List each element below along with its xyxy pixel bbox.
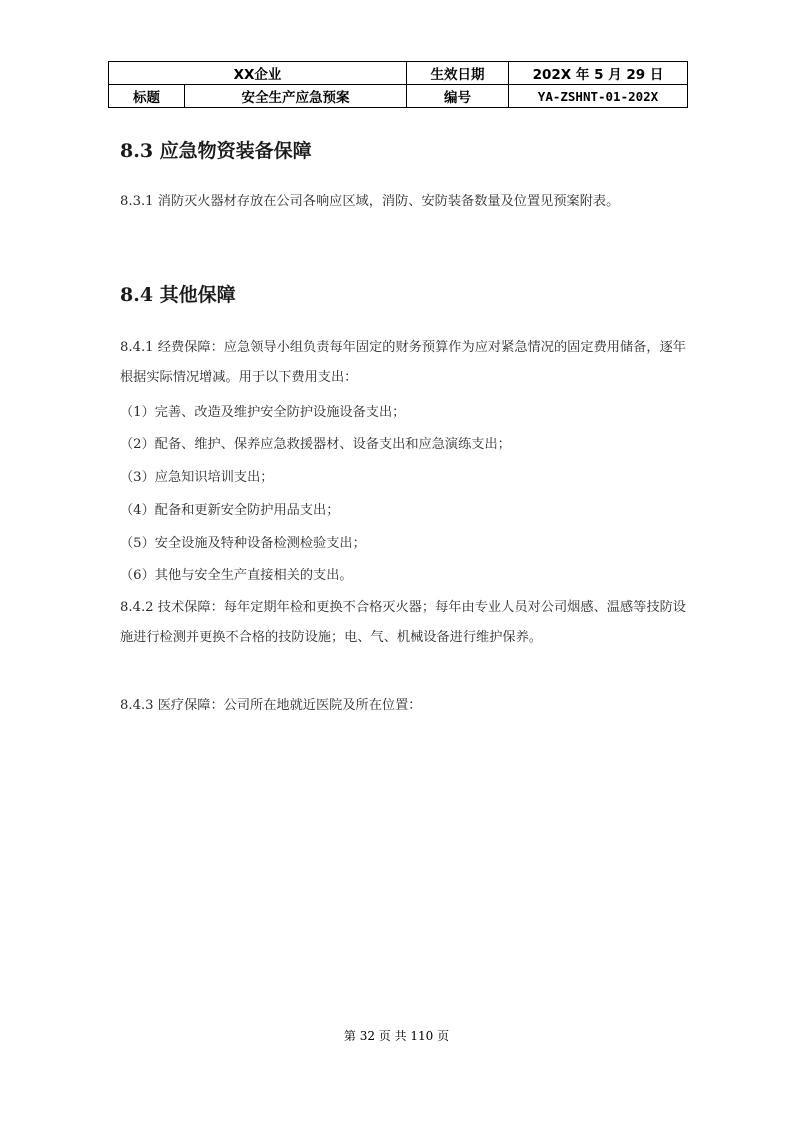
expense-item-6: （6）其他与安全生产直接相关的支出。 <box>120 568 353 583</box>
document-header-table <box>108 61 688 108</box>
section-8-3-heading: 8.3 应急物资装备保障 <box>120 140 312 162</box>
expense-item-4: （4）配备和更新安全防护用品支出； <box>120 503 340 518</box>
expense-item-3: （3）应急知识培训支出； <box>120 470 274 485</box>
effective-date-value: 202X 年 5 月 29 日 <box>509 62 688 85</box>
code-value: YA-ZSHNT-01-202X <box>509 85 688 108</box>
effective-date-label: 生效日期 <box>407 62 509 85</box>
header-row-2 <box>109 85 688 108</box>
title-value: 安全生产应急预案 <box>185 85 407 108</box>
expense-item-5: （5）安全设施及特种设备检测检验支出； <box>120 536 366 551</box>
page-number-footer: 第 32 页 共 110 页 <box>343 1029 450 1043</box>
section-8-4-heading: 8.4 其他保障 <box>120 284 236 306</box>
paragraph-8-4-3: 8.4.3 医疗保障：公司所在地就近医院及所在位置： <box>120 698 422 713</box>
code-label: 编号 <box>407 85 509 108</box>
expense-item-2: （2）配备、维护、保养应急救援器材、设备支出和应急演练支出； <box>120 437 511 452</box>
paragraph-8-3-1: 8.3.1 消防灭火器材存放在公司各响应区域，消防、安防装备数量及位置见预案附表。 <box>120 194 620 209</box>
header-row-1 <box>109 62 688 85</box>
paragraph-8-4-2: 8.4.2 技术保障：每年定期年检和更换不合格灭火器；每年由专业人员对公司烟感、温感等技防设施进行检测并更换不合格的技防设施；电、气、机械设备进行维护保养。 <box>120 600 686 645</box>
company-name: XX企业 <box>109 62 407 85</box>
expense-item-1: （1）完善、改造及维护安全防护设施设备支出； <box>120 405 406 420</box>
title-label: 标题 <box>109 85 185 108</box>
paragraph-8-4-1: 8.4.1 经费保障：应急领导小组负责每年固定的财务预算作为应对紧急情况的固定费用储备，逐年根据实际情况增减。用于以下费用支出： <box>120 340 686 385</box>
